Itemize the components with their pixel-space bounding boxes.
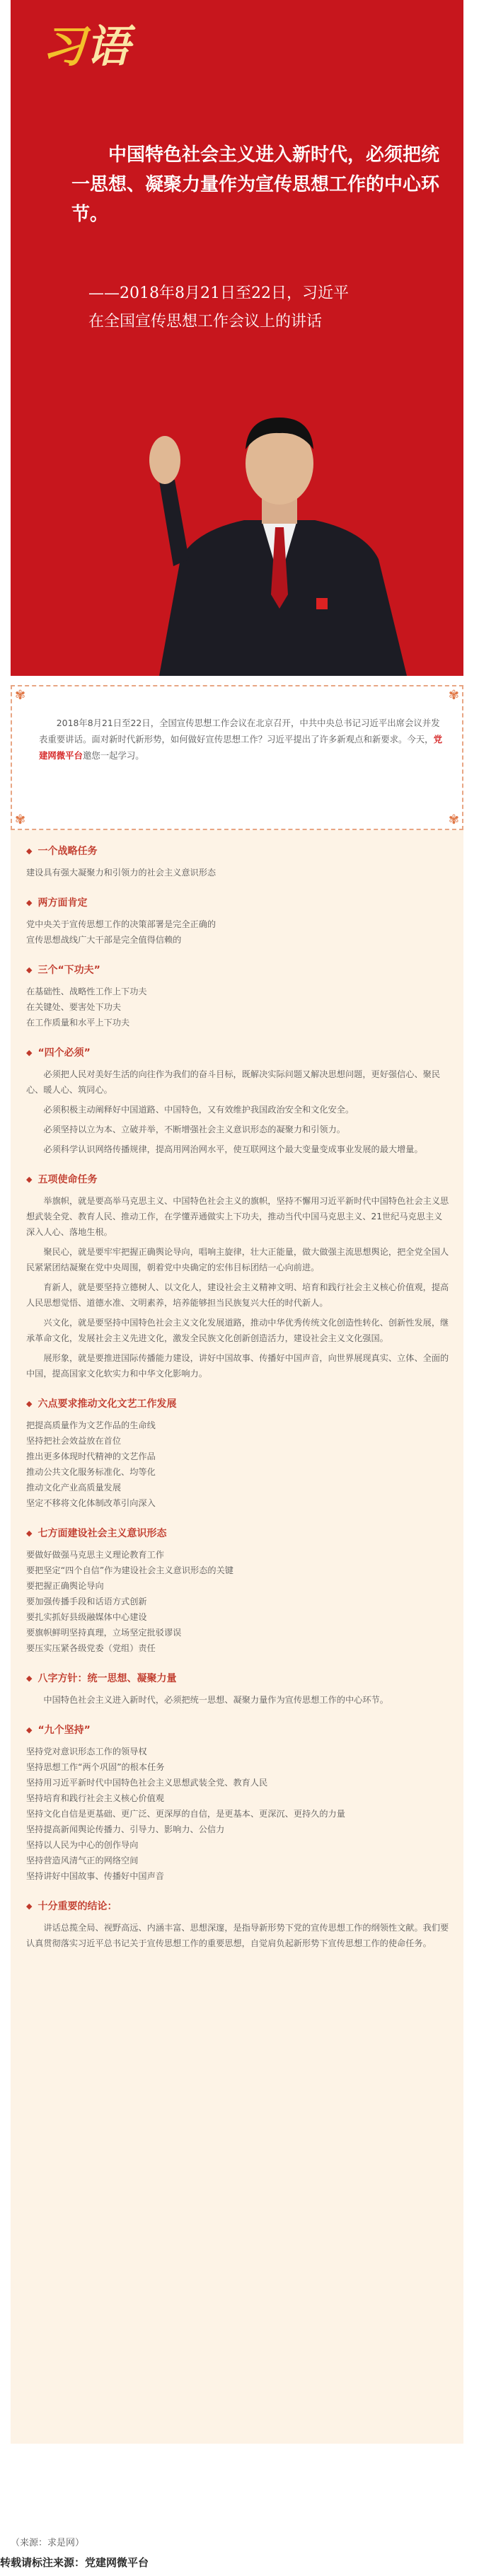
- section-line: 坚持把社会效益放在首位: [26, 1436, 122, 1446]
- diamond-bullet-icon: ◆: [26, 1902, 33, 1911]
- section-title: [26, 1173, 451, 1187]
- section-paragraph: 举旗帜，就是要高举马克思主义、中国特色社会主义的旗帜，坚持不懈用习近平新时代中国特色社会主义思想武装全党、教育人民、推动工作，在学懂弄通做实上下功夫，推动当代中国马克思主义、21世纪马克思主义深入人心、落地生根。: [26, 1196, 449, 1237]
- section-paragraph: 中国特色社会主义进入新时代，必须把统一思想、凝聚力量作为宣传思想工作的中心环节。: [43, 1695, 388, 1705]
- diamond-bullet-icon: ◆: [26, 898, 33, 907]
- section-line: 坚持文化自信是更基础、更广泛、更深厚的自信，是更基本、更深沉、更持久的力量: [26, 1809, 345, 1819]
- diamond-bullet-icon: ◆: [26, 1674, 33, 1683]
- hero-quote: 中国特色社会主义进入新时代，必须把统一思想、凝聚力量作为宣传思想工作的中心环节。: [71, 144, 440, 225]
- section: [26, 1899, 451, 1951]
- section-line: 要把握正确舆论导向: [26, 1581, 104, 1591]
- section-title-text: 七方面建设社会主义意识形态: [37, 1528, 167, 1539]
- section-line: 坚持党对意识形态工作的领导权: [26, 1747, 147, 1756]
- diamond-bullet-icon: ◆: [26, 965, 33, 974]
- section: [26, 1173, 451, 1381]
- intro-text-main: 2018年8月21日至22日，全国宣传思想工作会议在北京召开，中共中央总书记习近平出席会议并发表重要讲话。面对新时代新形势，如何做好宣传思想工作？习近平提出了许多新观点和新要求。今天，: [39, 718, 440, 744]
- section-line: 坚持营造风清气正的网络空间: [26, 1856, 139, 1865]
- intro-highlight: 党建网微平台: [39, 734, 442, 761]
- section-line: 要旗帜鲜明坚持真理，立场坚定批驳谬误: [26, 1628, 182, 1638]
- section-line: 建设具有强大凝聚力和引领力的社会主义意识形态: [26, 868, 217, 878]
- diamond-bullet-icon: ◆: [26, 1048, 33, 1057]
- section-paragraph: 兴文化，就是要坚持中国特色社会主义文化发展道路，推动中华优秀传统文化创造性转化、创新性发展，继承革命文化，发展社会主义先进文化，激发全民族文化创新创造活力，建设社会主义文化强国。: [26, 1318, 449, 1343]
- section-line: 宣传思想战线广大干部是完全值得信赖的: [26, 935, 182, 945]
- section-title: [26, 1723, 451, 1737]
- section-title: [26, 844, 451, 858]
- section-title-text: “九个坚持”: [37, 1725, 91, 1736]
- section: [26, 896, 451, 948]
- section-line: 要把坚定“四个自信”作为建设社会主义意识形态的关键: [26, 1565, 233, 1575]
- section-title-text: 八字方针：统一思想、凝聚力量: [37, 1673, 177, 1684]
- hero-source-line2: 在全国宣传思想工作会议上的讲话: [88, 313, 323, 330]
- section-line: 坚持用习近平新时代中国特色社会主义思想武装全党、教育人民: [26, 1778, 268, 1788]
- section-title-text: 三个“下功夫”: [37, 965, 100, 976]
- section-title-text: 一个战略任务: [37, 846, 98, 857]
- section-title: [26, 1397, 451, 1411]
- section-paragraph: 讲话总揽全局、视野高远、内涵丰富、思想深邃，是指导新形势下党的宣传思想工作的纲领性文献。我们要认真贯彻落实习近平总书记关于宣传思想工作的重要思想，自觉肩负起新形势下宣传思想工作的使命任务。: [26, 1923, 449, 1948]
- section-paragraph: 聚民心，就是要牢牢把握正确舆论导向，唱响主旋律，壮大正能量，做大做强主流思想舆论，把全党全国人民紧紧团结凝聚在党中央周围，朝着党中央确定的宏伟目标团结一心向前进。: [26, 1247, 449, 1272]
- section-title-text: “四个必须”: [37, 1047, 91, 1059]
- section-title-text: 五项使命任务: [37, 1174, 98, 1185]
- content-panel: [11, 685, 463, 2444]
- corner-ornament-icon: ✾: [448, 688, 459, 703]
- source-note: （来源：求是网）: [11, 2538, 85, 2548]
- diamond-bullet-icon: ◆: [26, 1529, 33, 1538]
- logo-char-yu: 语: [86, 21, 130, 72]
- section-paragraph: 育新人，就是要坚持立德树人、以文化人，建设社会主义精神文明、培育和践行社会主义核心价值观，提高人民思想觉悟、道德水准、文明素养，培养能够担当民族复兴大任的时代新人。: [26, 1282, 449, 1308]
- section-line: 党中央关于宣传思想工作的决策部署是完全正确的: [26, 919, 217, 929]
- section-line: 坚定不移将文化体制改革引向深入: [26, 1498, 156, 1508]
- section-title-text: 十分重要的结论：: [37, 1901, 117, 1912]
- corner-ornament-icon: ✾: [15, 812, 26, 827]
- sections-list: [26, 844, 451, 1967]
- section: [26, 1046, 451, 1157]
- section: [26, 963, 451, 1030]
- hero-source-line1: ——2018年8月21日至22日，习近平: [88, 284, 349, 302]
- section-title: [26, 1046, 451, 1060]
- section-paragraph: 展形象，就是要推进国际传播能力建设，讲好中国故事、传播好中国声音，向世界展现真实、立体、全面的中国，提高国家文化软实力和中华文化影响力。: [26, 1353, 449, 1379]
- corner-ornament-icon: ✾: [15, 688, 26, 703]
- section-paragraph: 必须科学认识网络传播规律，提高用网治网水平，使互联网这个最大变量变成事业发展的最大增量。: [43, 1144, 423, 1154]
- logo-char-xi: 习: [42, 21, 86, 72]
- section-line: 要扎实抓好县级融媒体中心建设: [26, 1612, 147, 1622]
- section-line: 坚持培育和践行社会主义核心价值观: [26, 1793, 164, 1803]
- section-line: 要压实压紧各级党委（党组）责任: [26, 1643, 156, 1653]
- section-title-text: 六点要求推动文化文艺工作发展: [37, 1398, 177, 1410]
- diamond-bullet-icon: ◆: [26, 1175, 33, 1184]
- section: [26, 844, 451, 880]
- section-line: 在关键处、要害处下功夫: [26, 1002, 122, 1012]
- section-title: [26, 1672, 451, 1686]
- section-line: 推动文化产业高质量发展: [26, 1483, 122, 1493]
- section-line: 要做好做强马克思主义理论教育工作: [26, 1550, 164, 1560]
- portrait-image: [131, 382, 428, 676]
- section: [26, 1526, 451, 1656]
- reprint-note: 转载请标注来源：党建网微平台: [0, 2556, 149, 2569]
- xi-yu-logo: [42, 21, 129, 72]
- section-title: [26, 896, 451, 910]
- section-line: 坚持提高新闻舆论传播力、引导力、影响力、公信力: [26, 1824, 225, 1834]
- section: [26, 1723, 451, 1884]
- section-line: 坚持讲好中国故事、传播好中国声音: [26, 1871, 164, 1881]
- diamond-bullet-icon: ◆: [26, 1725, 33, 1735]
- section-line: 要加强传播手段和话语方式创新: [26, 1597, 147, 1606]
- hero-source: [88, 280, 449, 336]
- section: [26, 1397, 451, 1511]
- section-paragraph: 必须把人民对美好生活的向往作为我们的奋斗目标，既解决实际问题又解决思想问题，更好强信心、聚民心、暖人心、筑同心。: [26, 1069, 441, 1095]
- diamond-bullet-icon: ◆: [26, 846, 33, 856]
- section-line: 把提高质量作为文艺作品的生命线: [26, 1420, 156, 1430]
- section-line: 坚持以人民为中心的创作导向: [26, 1840, 139, 1850]
- section: [26, 1672, 451, 1708]
- section-line: 在基础性、战略性工作上下功夫: [26, 987, 147, 996]
- intro-text: [39, 715, 442, 764]
- hero-banner: [11, 0, 463, 676]
- section-paragraph: 必须坚持以立为本、立破并举，不断增强社会主义意识形态的凝聚力和引领力。: [43, 1125, 345, 1134]
- corner-ornament-icon: ✾: [448, 812, 459, 827]
- section-title: [26, 963, 451, 977]
- section-title-text: 两方面肯定: [37, 897, 88, 909]
- section-line: 坚持思想工作“两个巩固”的根本任务: [26, 1762, 165, 1772]
- section-title: [26, 1526, 451, 1541]
- section-line: 推出更多体现时代精神的文艺作品: [26, 1451, 156, 1461]
- intro-text-end: 邀您一起学习。: [82, 750, 144, 761]
- section-line: 推动公共文化服务标准化、均等化: [26, 1467, 156, 1477]
- intro-box: [11, 685, 463, 830]
- section-title: [26, 1899, 451, 1914]
- section-line: 在工作质量和水平上下功夫: [26, 1018, 130, 1028]
- section-paragraph: 必须积极主动阐释好中国道路、中国特色，又有效维护我国政治安全和文化安全。: [43, 1105, 354, 1115]
- diamond-bullet-icon: ◆: [26, 1399, 33, 1408]
